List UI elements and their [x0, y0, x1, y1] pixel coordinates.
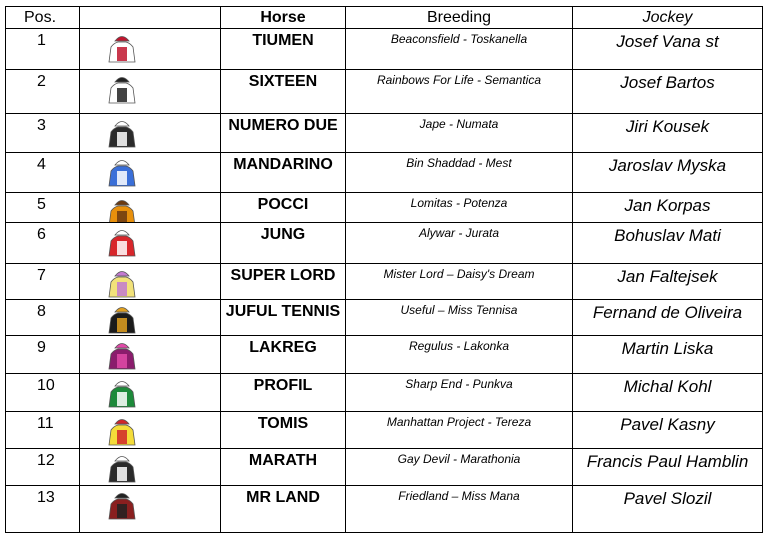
header-horse: Horse: [221, 7, 346, 29]
jockey-silks-icon: [105, 226, 139, 260]
jockey-cell: Bohuslav Mati: [573, 223, 763, 264]
jockey-silks-icon: [105, 489, 139, 523]
table-row: [6, 223, 763, 264]
horse-name-cell: JUNG: [221, 223, 346, 264]
horse-name-cell: POCCI: [221, 193, 346, 223]
silks-cell: [80, 336, 221, 374]
silks-cell: [80, 223, 221, 264]
position-cell: 10: [6, 374, 80, 412]
header-position: Pos.: [6, 7, 80, 29]
silks-cell: [80, 449, 221, 486]
header-jockey: Jockey: [573, 7, 763, 29]
silks-cell: [80, 114, 221, 153]
horse-name-cell: PROFIL: [221, 374, 346, 412]
breeding-cell: Bin Shaddad - Mest: [346, 153, 573, 193]
silks-cell: [80, 264, 221, 300]
position-cell: 2: [6, 70, 80, 114]
jockey-cell: Jiri Kousek: [573, 114, 763, 153]
table-row: [6, 449, 763, 486]
position-cell: 3: [6, 114, 80, 153]
jockey-silks-icon: [105, 415, 139, 449]
jockey-silks-icon: [105, 339, 139, 373]
table-row: [6, 412, 763, 449]
silks-cell: [80, 374, 221, 412]
silks-cell: [80, 412, 221, 449]
horse-name-cell: TOMIS: [221, 412, 346, 449]
jockey-silks-icon: [105, 377, 139, 411]
table-row: [6, 153, 763, 193]
jockey-silks-icon: [105, 32, 139, 66]
horse-name-cell: MARATH: [221, 449, 346, 486]
table-row: [6, 486, 763, 533]
table-row: [6, 374, 763, 412]
jockey-silks-icon: [105, 117, 139, 151]
position-cell: 8: [6, 300, 80, 336]
breeding-cell: Sharp End - Punkva: [346, 374, 573, 412]
jockey-cell: Jaroslav Myska: [573, 153, 763, 193]
horse-name-cell: SUPER LORD: [221, 264, 346, 300]
jockey-cell: Jan Faltejsek: [573, 264, 763, 300]
table-row: [6, 114, 763, 153]
jockey-silks-icon: [105, 452, 139, 486]
breeding-cell: Regulus - Lakonka: [346, 336, 573, 374]
breeding-cell: Manhattan Project - Tereza: [346, 412, 573, 449]
jockey-cell: Jan Korpas: [573, 193, 763, 223]
table-row: [6, 264, 763, 300]
horse-name-cell: MANDARINO: [221, 153, 346, 193]
jockey-cell: Michal Kohl: [573, 374, 763, 412]
breeding-cell: Friedland – Miss Mana: [346, 486, 573, 533]
position-cell: 11: [6, 412, 80, 449]
horse-name-cell: JUFUL TENNIS: [221, 300, 346, 336]
jockey-silks-icon: [105, 73, 139, 107]
table-row: [6, 29, 763, 70]
header-silks: [80, 7, 221, 29]
position-cell: 5: [6, 193, 80, 223]
jockey-cell: Pavel Slozil: [573, 486, 763, 533]
breeding-cell: Gay Devil - Marathonia: [346, 449, 573, 486]
position-cell: 4: [6, 153, 80, 193]
table-row: [6, 300, 763, 336]
race-results-table: [5, 6, 763, 533]
breeding-cell: Mister Lord – Daisy's Dream: [346, 264, 573, 300]
table-row: [6, 336, 763, 374]
jockey-cell: Pavel Kasny: [573, 412, 763, 449]
table-row: [6, 193, 763, 223]
jockey-cell: Martin Liska: [573, 336, 763, 374]
silks-cell: [80, 300, 221, 336]
breeding-cell: Beaconsfield - Toskanella: [346, 29, 573, 70]
horse-name-cell: MR LAND: [221, 486, 346, 533]
silks-cell: [80, 486, 221, 533]
header-row: [6, 7, 763, 29]
jockey-cell: Francis Paul Hamblin: [573, 449, 763, 486]
horse-name-cell: TIUMEN: [221, 29, 346, 70]
breeding-cell: Rainbows For Life - Semantica: [346, 70, 573, 114]
jockey-silks-icon: [105, 196, 139, 223]
silks-cell: [80, 193, 221, 223]
jockey-cell: Josef Bartos: [573, 70, 763, 114]
breeding-cell: Jape - Numata: [346, 114, 573, 153]
silks-cell: [80, 29, 221, 70]
header-breeding: Breeding: [346, 7, 573, 29]
table-row: [6, 70, 763, 114]
position-cell: 12: [6, 449, 80, 486]
position-cell: 7: [6, 264, 80, 300]
jockey-silks-icon: [105, 156, 139, 190]
horse-name-cell: SIXTEEN: [221, 70, 346, 114]
position-cell: 6: [6, 223, 80, 264]
breeding-cell: Alywar - Jurata: [346, 223, 573, 264]
jockey-cell: Josef Vana st: [573, 29, 763, 70]
horse-name-cell: NUMERO DUE: [221, 114, 346, 153]
jockey-silks-icon: [105, 267, 139, 300]
jockey-cell: Fernand de Oliveira: [573, 300, 763, 336]
breeding-cell: Lomitas - Potenza: [346, 193, 573, 223]
horse-name-cell: LAKREG: [221, 336, 346, 374]
position-cell: 9: [6, 336, 80, 374]
position-cell: 1: [6, 29, 80, 70]
position-cell: 13: [6, 486, 80, 533]
silks-cell: [80, 70, 221, 114]
breeding-cell: Useful – Miss Tennisa: [346, 300, 573, 336]
jockey-silks-icon: [105, 303, 139, 336]
silks-cell: [80, 153, 221, 193]
